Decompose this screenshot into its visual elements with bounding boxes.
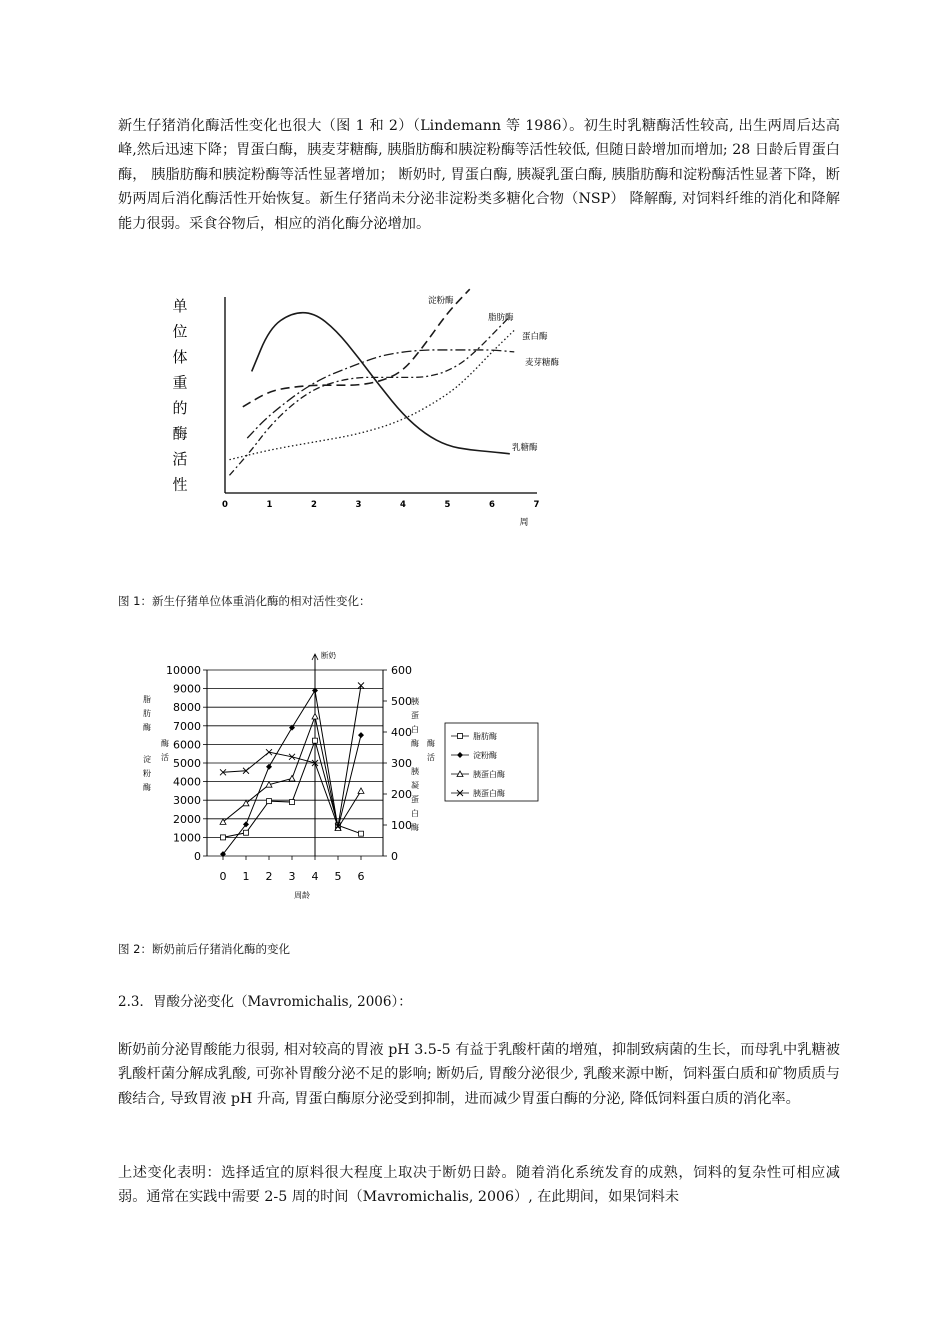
fig2-left-tick: 10000 xyxy=(166,664,201,677)
fig2-point xyxy=(289,776,295,782)
fig1-xlabel: 周 xyxy=(519,518,529,528)
fig2-left-label: 淀 xyxy=(143,755,151,764)
fig2-left-tick: 2000 xyxy=(173,812,201,826)
fig2-legend-label: 淀粉酶 xyxy=(473,751,497,760)
fig2-left-label: 酶 xyxy=(143,723,151,732)
fig2-left-label: 活 xyxy=(161,753,169,762)
fig1-x-tick: 6 xyxy=(489,500,495,510)
fig2-left-tick: 3000 xyxy=(173,794,201,808)
fig1-x-tick: 0 xyxy=(222,500,228,510)
fig1-ylabel-char: 单 xyxy=(172,297,188,315)
fig2-right-tick: 400 xyxy=(391,726,412,739)
fig1-series-麦芽糖酶 xyxy=(247,350,514,438)
fig2-x-tick: 1 xyxy=(242,870,250,883)
figure-1-caption: 图 1：新生仔猪单位体重消化酶的相对活性变化： xyxy=(118,594,371,608)
fig2-x-tick: 4 xyxy=(311,870,319,883)
figure-2-weaning-enzyme-chart xyxy=(125,640,565,905)
fig1-ylabel-char: 的 xyxy=(172,399,188,417)
fig2-series-diamond xyxy=(220,687,364,857)
fig2-point xyxy=(312,714,318,720)
fig1-series-脂肪酶 xyxy=(229,317,509,476)
fig2-left-tick: 4000 xyxy=(173,775,201,789)
fig1-series-label: 乳糖酶 xyxy=(512,443,538,453)
fig2-right-label: 蛋 xyxy=(411,795,419,804)
fig2-right-label: 胰 xyxy=(411,697,419,706)
fig1-ylabel-char: 位 xyxy=(172,322,188,341)
fig2-point xyxy=(290,800,295,805)
fig2-point xyxy=(244,830,249,835)
fig2-right-label: 活 xyxy=(427,753,435,762)
fig2-legend-label: 胰蛋白酶 xyxy=(473,770,505,779)
fig2-right-label: 胰 xyxy=(411,767,419,776)
fig2-xlabel: 周龄 xyxy=(294,891,310,900)
fig2-right-tick: 100 xyxy=(391,819,412,832)
fig1-ylabel-char: 酶 xyxy=(172,424,188,443)
fig1-ylabel-char: 活 xyxy=(172,450,188,468)
fig2-x-tick: 0 xyxy=(219,870,227,883)
fig2-point xyxy=(221,835,226,840)
fig2-left-tick: 0 xyxy=(194,850,201,863)
fig2-series-triangle xyxy=(220,714,364,831)
fig1-series-label: 淀粉酶 xyxy=(428,296,454,306)
fig1-series-乳糖酶 xyxy=(252,313,510,454)
fig2-right-tick: 500 xyxy=(391,695,412,708)
fig1-series-淀粉酶 xyxy=(243,289,470,407)
fig1-x-tick: 3 xyxy=(355,500,362,510)
fig2-left-label: 肪 xyxy=(143,709,151,718)
fig2-right-label: 酶 xyxy=(411,823,419,832)
fig1-series-蛋白酶 xyxy=(229,330,514,459)
section-heading: 2.3．胃酸分泌变化（Mavromichalis, 2006）： xyxy=(118,994,412,1010)
fig2-left-label: 粉 xyxy=(143,769,151,778)
fig2-left-tick: 1000 xyxy=(173,831,201,845)
fig2-left-label: 酶 xyxy=(161,739,169,748)
fig1-ylabel xyxy=(172,297,187,494)
fig2-point xyxy=(359,831,364,836)
fig2-point xyxy=(458,734,463,739)
gastric-acid-paragraph: 断奶前分泌胃酸能力很弱, 相对较高的胃液 pH 3.5-5 有益于乳酸杆菌的增殖，抑制致病菌的生长，而母乳中乳糖被乳酸杆菌分解成乳酸, 可弥补胃酸分泌不足的影响; 断奶后, 胃酸分泌很少, 乳酸来源中断，饲料蛋白质和矿物质质与酸结合, 导致胃液 pH 升高, 胃蛋白酶原分泌受到抑制，进而减少胃蛋白酶的分泌, 降低饲料蛋白质的消化率。 xyxy=(118,1042,840,1107)
fig2-weaning-label: 断奶 xyxy=(321,651,336,660)
intro-paragraph: 新生仔猪消化酶活性变化也很大（图 1 和 2）（Lindemann 等 1986）。初生时乳糖酶活性较高, 出生两周后达高峰,然后迅速下降；胃蛋白酶，胰麦芽糖酶, 胰脂肪酶和胰淀粉酶等活性较低, 但随日龄增加而增加; 28 日龄后胃蛋白酶， 胰脂肪酶和胰淀粉酶等活性显著增加； 断奶时, 胃蛋白酶, 胰凝乳蛋白酶, 胰脂肪酶和淀粉酶活性显著下降，断奶两周后消化酶活性开始恢复。新生仔猪尚未分泌非淀粉类多糖化合物（NSP） 降解酶, 对饲料纤维的消化和降解能力很弱。采食谷物后，相应的消化酶分泌增加。 xyxy=(118,118,840,232)
fig2-right-tick: 0 xyxy=(391,850,398,863)
fig1-ylabel-char: 体 xyxy=(172,348,188,366)
fig2-left-tick: 7000 xyxy=(173,719,201,733)
fig2-left-label: 脂 xyxy=(143,695,151,704)
fig1-x-tick: 7 xyxy=(533,500,540,510)
fig2-left-tick: 8000 xyxy=(173,701,201,715)
fig2-point xyxy=(358,732,364,738)
fig2-point xyxy=(313,738,318,743)
fig2-point xyxy=(267,799,272,804)
fig2-left-tick: 9000 xyxy=(173,682,201,696)
fig2-x-tick: 6 xyxy=(357,870,365,883)
fig2-point xyxy=(358,788,364,794)
fig2-series-square xyxy=(221,738,364,840)
fig2-right-label: 酶 xyxy=(411,739,419,748)
fig1-series-label: 脂肪酶 xyxy=(488,313,514,323)
fig2-right-label: 白 xyxy=(411,809,419,818)
fig2-right-tick: 300 xyxy=(391,757,412,770)
figure-1-enzyme-activity-chart xyxy=(160,285,600,535)
fig2-x-tick: 5 xyxy=(334,870,342,883)
fig1-series-label: 蛋白酶 xyxy=(522,332,548,342)
fig1-x-tick: 5 xyxy=(444,500,451,510)
conclusion-paragraph: 上述变化表明：选择适宜的原料很大程度上取决于断奶日龄。随着消化系统发育的成熟，饲料的复杂性可相应减弱。通常在实践中需要 2-5 周的时间（Mavromichalis, 2006）, 在此期间，如果饲料未 xyxy=(118,1165,840,1206)
fig2-right-label: 酶 xyxy=(427,739,435,748)
fig1-series-label: 麦芽糖酶 xyxy=(525,358,560,368)
fig2-right-label: 凝 xyxy=(411,781,419,790)
fig2-x-tick: 3 xyxy=(288,870,296,883)
fig2-right-label: 蛋 xyxy=(411,711,419,720)
fig1-x-tick: 1 xyxy=(266,500,273,510)
fig2-legend-label: 脂肪酶 xyxy=(473,732,497,741)
fig2-right-tick: 200 xyxy=(391,788,412,801)
fig2-left-label: 酶 xyxy=(143,783,151,792)
fig2-left-tick: 5000 xyxy=(173,757,201,770)
fig2-right-tick: 600 xyxy=(391,664,412,677)
fig2-left-tick: 6000 xyxy=(173,738,201,752)
fig2-legend-label: 胰蛋白酶 xyxy=(473,789,505,798)
fig2-point xyxy=(266,764,272,770)
figure-2-caption: 图 2：断奶前后仔猪消化酶的变化 xyxy=(118,942,290,956)
fig2-right-label: 白 xyxy=(411,725,419,734)
fig1-ylabel-char: 重 xyxy=(172,373,188,392)
fig2-x-tick: 2 xyxy=(265,870,273,883)
fig1-ylabel-char: 性 xyxy=(172,475,188,494)
fig1-x-tick: 4 xyxy=(400,500,406,510)
fig1-x-tick: 2 xyxy=(311,500,317,510)
